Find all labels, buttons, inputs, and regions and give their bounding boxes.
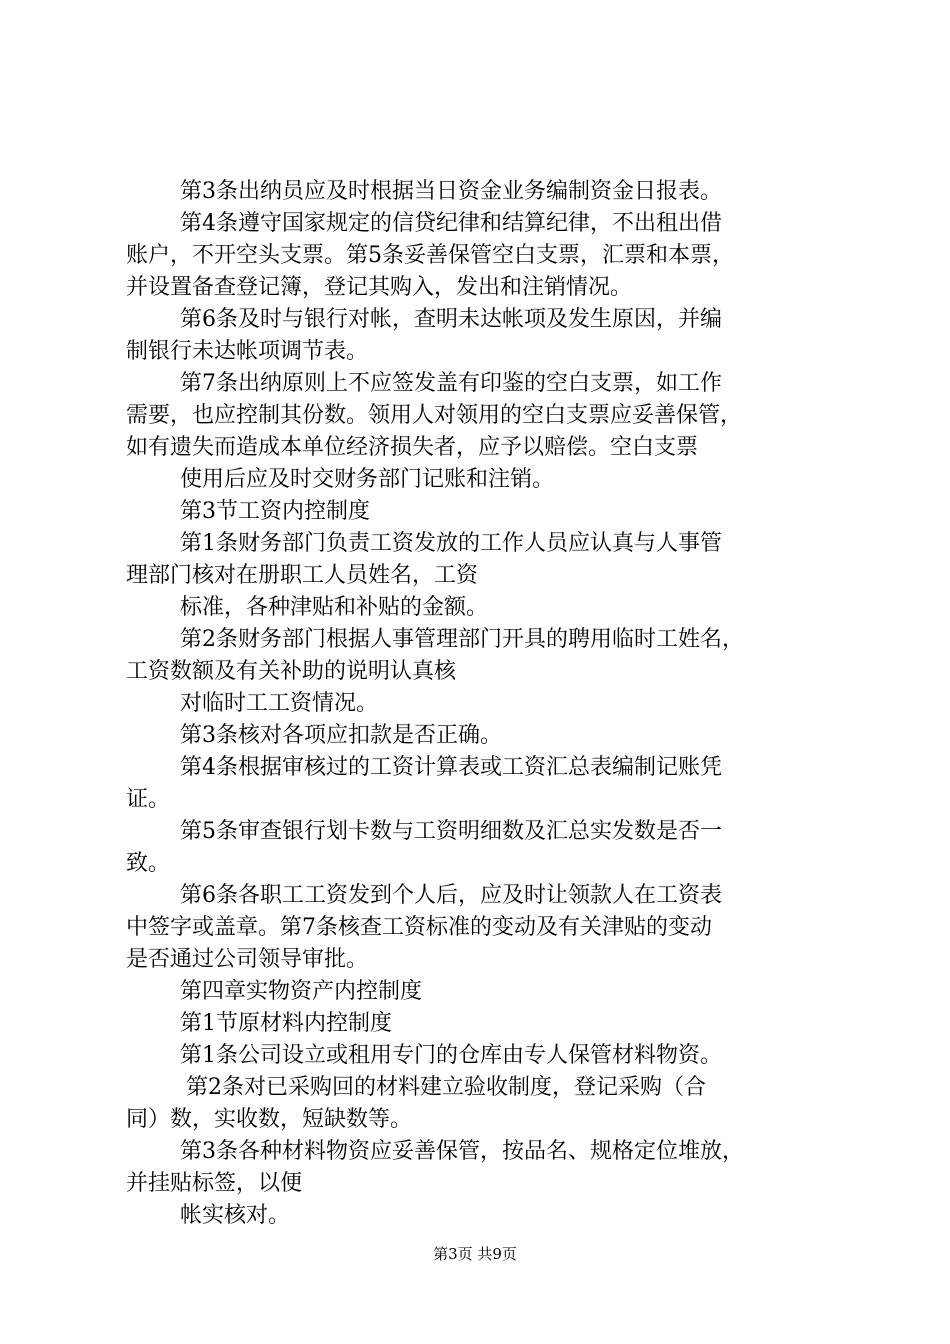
- text-line: 帐实核对。: [180, 1203, 291, 1228]
- text-line: 第3条各种材料物资应妥善保管，按品名、规格定位堆放，: [180, 1139, 744, 1164]
- text-line: 并设置备查登记簿，登记其购入，发出和注销情况。: [126, 275, 633, 300]
- section-heading: 第3节工资内控制度: [180, 499, 370, 524]
- text-line: 第3条出纳员应及时根据当日资金业务编制资金日报表。: [180, 179, 722, 204]
- text-line: 是否通过公司领导审批。: [126, 947, 369, 972]
- text-line: 如有遗失而造成本单位经济损失者，应予以赔偿。空白支票: [126, 435, 699, 460]
- chapter-heading: 第四章实物资产内控制度: [180, 979, 423, 1004]
- text-line: 标准，各种津贴和补贴的金额。: [180, 595, 489, 620]
- page-footer: 第3页 共9页: [433, 1245, 517, 1263]
- text-line: 使用后应及时交财务部门记账和注销。: [180, 467, 555, 492]
- section-heading: 第1节原材料内控制度: [180, 1011, 392, 1036]
- text-line: 制银行未达帐项调节表。: [126, 339, 369, 364]
- text-line: 中签字或盖章。第7条核查工资标准的变动及有关津贴的变动: [126, 915, 712, 940]
- text-line: 第4条遵守国家规定的信贷纪律和结算纪律，不出租出借: [180, 211, 722, 236]
- text-line: 第5条审查银行划卡数与工资明细数及汇总实发数是否一: [180, 819, 722, 844]
- text-line: 第1条公司设立或租用专门的仓库由专人保管材料物资。: [180, 1043, 722, 1068]
- text-line: 需要，也应控制其份数。领用人对领用的空白支票应妥善保管，: [126, 403, 743, 428]
- text-line: 工资数额及有关补助的说明认真核: [126, 659, 457, 684]
- text-line: 第3条核对各项应扣款是否正确。: [180, 723, 502, 748]
- text-line: 同）数，实收数，短缺数等。: [126, 1107, 413, 1132]
- text-line: 对临时工工资情况。: [180, 691, 379, 716]
- text-line: 第2条财务部门根据人事管理部门开具的聘用临时工姓名，: [180, 627, 744, 652]
- text-line: 致。: [126, 851, 171, 876]
- text-line: 第6条各职工工资发到个人后，应及时让领款人在工资表: [180, 883, 722, 908]
- text-line: 第6条及时与银行对帐，查明未达帐项及发生原因，并编: [180, 307, 722, 332]
- text-line: 账户，不开空头支票。第5条妥善保管空白支票，汇票和本票，: [126, 243, 734, 268]
- text-line: 第7条出纳原则上不应签发盖有印鉴的空白支票，如工作: [180, 371, 722, 396]
- text-line: 第2条对已采购回的材料建立验收制度，登记采购（合: [186, 1075, 706, 1100]
- text-line: 理部门核对在册职工人员姓名，工资: [126, 563, 479, 588]
- text-line: 第1条财务部门负责工资发放的工作人员应认真与人事管: [180, 531, 722, 556]
- text-line: 第4条根据审核过的工资计算表或工资汇总表编制记账凭: [180, 755, 722, 780]
- text-line: 并挂贴标签，以便: [126, 1171, 303, 1196]
- text-line: 证。: [126, 787, 171, 812]
